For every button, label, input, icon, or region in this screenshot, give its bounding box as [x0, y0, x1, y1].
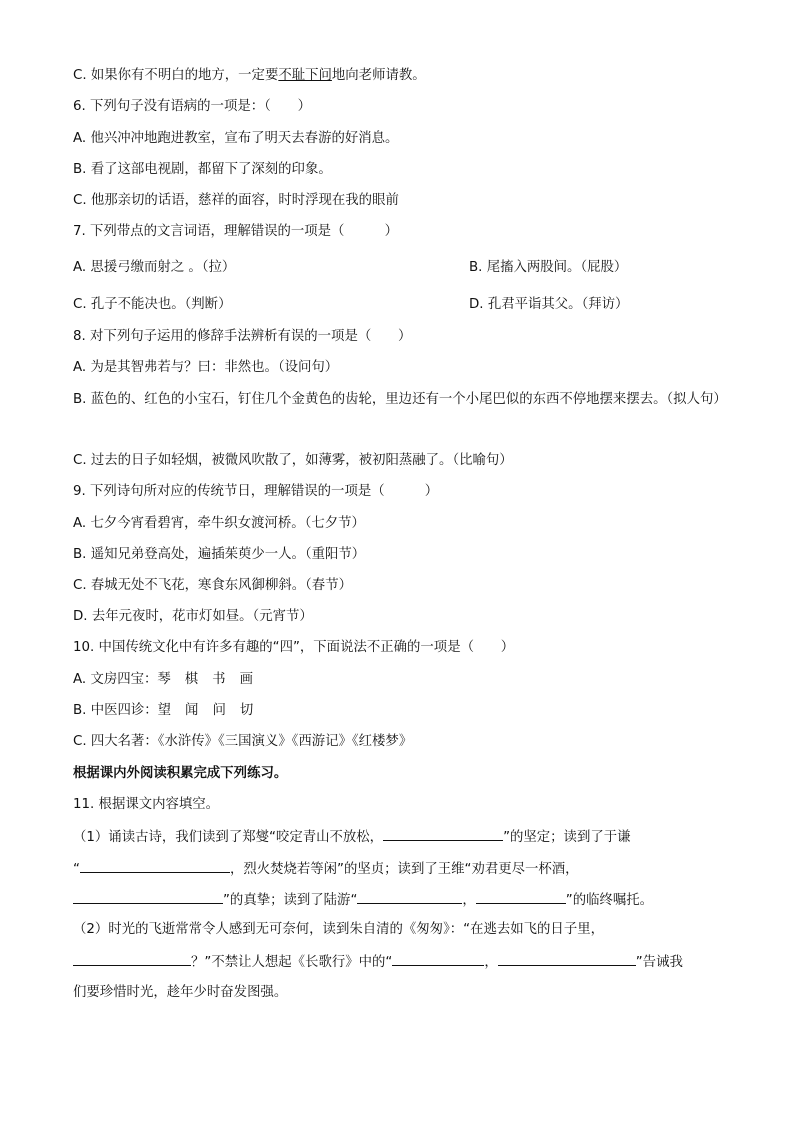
q11-fill-line-6 — [73, 983, 734, 1003]
fill-text: ”的临终嘱托。 — [565, 893, 654, 908]
fill-text: ， — [462, 893, 476, 908]
q7-option-d: D. 孔君平诣其父。（拜访） — [469, 297, 629, 312]
fill-text: ，烈火焚烧若等闲”的坚贞；读到了王维“劝君更尽一杯酒， — [229, 862, 579, 877]
q10a-item: 书 — [212, 672, 226, 687]
q9-option-a: A. 七夕今宵看碧宵，牵牛织女渡河桥。（七夕节） — [73, 516, 365, 531]
fill-text: ”告诫我 — [635, 955, 683, 970]
answer-blank[interactable] — [392, 951, 484, 966]
q10b-item: 闻 — [185, 703, 199, 718]
fill-text: 们要珍惜时光，趁年少时奋发图强。 — [73, 985, 288, 1000]
question-8: 8. 对下列句子运用的修辞手法辨析有误的一项是（ ） — [73, 329, 412, 344]
q9-option-c: C. 春城无处不飞花，寒食东风御柳斜。（春节） — [73, 578, 352, 593]
fill-text: ”的真挚；读到了陆游“ — [223, 893, 358, 908]
question-9: 9. 下列诗句所对应的传统节日，理解错误的一项是（ ） — [73, 484, 439, 499]
q10b-label: B. 中医四诊： — [73, 703, 158, 718]
q8-option-c: C. 过去的日子如轻烟，被微风吹散了，如薄雾，被初阳蒸融了。（比喻句） — [73, 453, 513, 468]
q6-option-a: A. 他兴冲冲地跑进教室，宣布了明天去春游的好消息。 — [73, 131, 399, 146]
q9-option-b: B. 遥知兄弟登高处，遍插茱萸少一人。（重阳节） — [73, 547, 366, 562]
answer-blank[interactable] — [73, 951, 191, 966]
q10b-item: 切 — [239, 703, 254, 718]
section-heading: 根据课内外阅读积累完成下列练习。 — [73, 766, 288, 781]
q11-fill-line-2 — [73, 858, 734, 880]
q10b-item: 望 — [157, 703, 172, 718]
q6-option-b: B. 看了这部电视剧，都留下了深刻的印象。 — [73, 162, 332, 177]
q5c-text-pre: C. 如果你有不明白的地方，一定要 — [73, 68, 279, 83]
q8-option-a: A. 为是其智弗若与？曰：非然也。（设问句） — [73, 360, 339, 375]
fill-text: （1）诵读古诗，我们读到了郑燮“咬定青山不放松， — [73, 830, 384, 845]
fill-text: ， — [484, 955, 498, 970]
q11-fill-line-4 — [73, 920, 734, 940]
q10-option-b — [73, 701, 734, 721]
answer-blank[interactable] — [73, 889, 223, 904]
q7-row-1 — [73, 258, 734, 278]
question-10: 10. 中国传统文化中有许多有趣的“四”，下面说法不正确的一项是（ ） — [73, 640, 515, 655]
q10a-item: 琴 — [157, 672, 171, 687]
q5-option-c — [73, 66, 734, 86]
q8-option-b: B. 蓝色的、红色的小宝石，钉住几个金黄色的齿轮，里边还有一个小尾巴似的东西不停地摆来摆去。（拟人句） — [73, 392, 727, 407]
q7-option-b: B. 尾搐入两股间。（屁股） — [469, 260, 628, 275]
q10-option-c: C. 四大名著：《水浒传》《三国演义》《西游记》《红楼梦》 — [73, 734, 413, 749]
fill-text: （2）时光的飞逝常常令人感到无可奈何，读到朱自清的《匆匆》：“在逃去如飞的日子里， — [73, 922, 604, 937]
q10-option-a — [73, 670, 734, 690]
question-6: 6. 下列句子没有语病的一项是：（ ） — [73, 99, 311, 114]
q11-fill-line-5 — [73, 951, 734, 973]
q5c-underlined-idiom: 不耻下问 — [278, 68, 332, 83]
q10b-item: 问 — [212, 703, 226, 718]
fill-text: ”的坚定；读到了于谦 — [503, 830, 631, 845]
question-7: 7. 下列带点的文言词语，理解错误的一项是（ ） — [73, 224, 399, 239]
fill-text: “ — [73, 862, 80, 877]
question-11: 11. 根据课文内容填空。 — [73, 797, 220, 812]
fill-text: ？”不禁让人想起《长歌行》中的“ — [191, 955, 393, 970]
q7-option-a: A. 思援弓缴而射之 。（拉） — [73, 260, 236, 275]
q10a-item: 画 — [239, 672, 253, 687]
q5c-text-post: 地向老师请教。 — [331, 68, 426, 83]
answer-blank[interactable] — [383, 826, 503, 841]
answer-blank[interactable] — [357, 889, 462, 904]
answer-blank[interactable] — [80, 858, 230, 873]
answer-blank[interactable] — [476, 889, 566, 904]
q11-fill-line-3 — [73, 889, 734, 911]
answer-blank[interactable] — [498, 951, 636, 966]
q10a-label: A. 文房四宝： — [73, 672, 158, 687]
q9-option-d: D. 去年元夜时，花市灯如昼。（元宵节） — [73, 609, 313, 624]
q7-row-2 — [73, 295, 734, 315]
q11-fill-line-1 — [73, 826, 734, 848]
q10a-item: 棋 — [184, 672, 199, 687]
q7-option-c: C. 孔子不能决也。（判断） — [73, 297, 232, 312]
q6-option-c: C. 他那亲切的话语，慈祥的面容，时时浮现在我的眼前 — [73, 193, 399, 208]
